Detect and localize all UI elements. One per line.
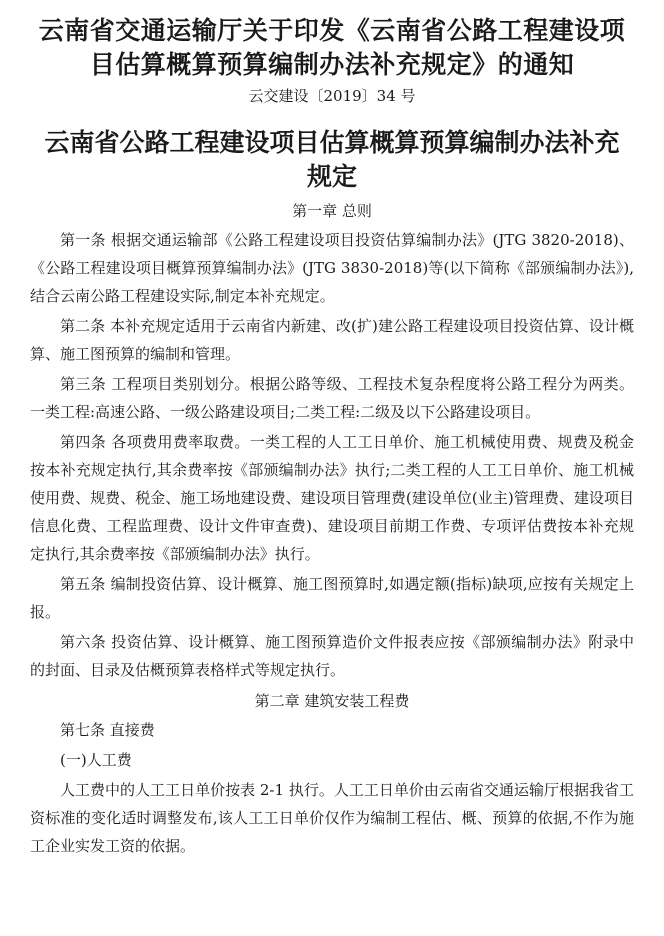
chapter-heading: 第一章 总则 [292, 202, 372, 220]
chapter-heading: 第二章 建筑安装工程费 [254, 692, 410, 710]
regulation-title: 云南省公路工程建设项目估算概算预算编制办法补充规定 [44, 128, 620, 191]
article-2: 第二条 本补充规定适用于云南省内新建、改(扩)建公路工程建设项目投资估算、设计概算、施工图预算的编制和管理。 [30, 317, 634, 363]
document-number: 云交建设〔2019〕34 号 [248, 87, 416, 105]
article-1: 第一条 根据交通运输部《公路工程建设项目投资估算编制办法》(JTG 3820-2018)、《公路工程建设项目概算预算编制办法》(JTG 3830-2018)等(以下简称《部颁编制办法》),结合云南公路工程建设实际,制定本补充规定。 [30, 231, 634, 305]
article-6: 第六条 投资估算、设计概算、施工图预算造价文件报表应按《部颁编制办法》附录中的封面、目录及估概预算表格样式等规定执行。 [30, 633, 634, 679]
notice-title: 云南省交通运输厅关于印发《云南省公路工程建设项目估算概算预算编制办法补充规定》的通知 [38, 16, 626, 79]
article-5: 第五条 编制投资估算、设计概算、施工图预算时,如遇定额(指标)缺项,应按有关规定上报。 [30, 575, 634, 621]
section-heading: (一)人工费 [60, 751, 132, 769]
article-3: 第三条 工程项目类别划分。根据公路等级、工程技术复杂程度将公路工程分为两类。一类工程:高速公路、一级公路建设项目;二类工程:二级及以下公路建设项目。 [30, 375, 634, 421]
paragraph: 人工费中的人工工日单价按表 2-1 执行。人工工日单价由云南省交通运输厅根据我省工资标准的变化适时调整发布,该人工工日单价仅作为编制工程估、概、预算的依据,不作为施工企业实发工资的依据。 [30, 781, 634, 855]
article-4: 第四条 各项费用费率取费。一类工程的人工工日单价、施工机械使用费、规费及税金按本补充规定执行,其余费率按《部颁编制办法》执行;二类工程的人工工日单价、施工机械使用费、规费、税金、施工场地建设费、建设项目管理费(建设单位(业主)管理费、建设项目信息化费、工程监理费、设计文件审查费)、建设项目前期工作费、专项评估费按本补充规定执行,其余费率按《部颁编制办法》执行。 [30, 433, 634, 563]
article-7: 第七条 直接费 [60, 721, 155, 739]
